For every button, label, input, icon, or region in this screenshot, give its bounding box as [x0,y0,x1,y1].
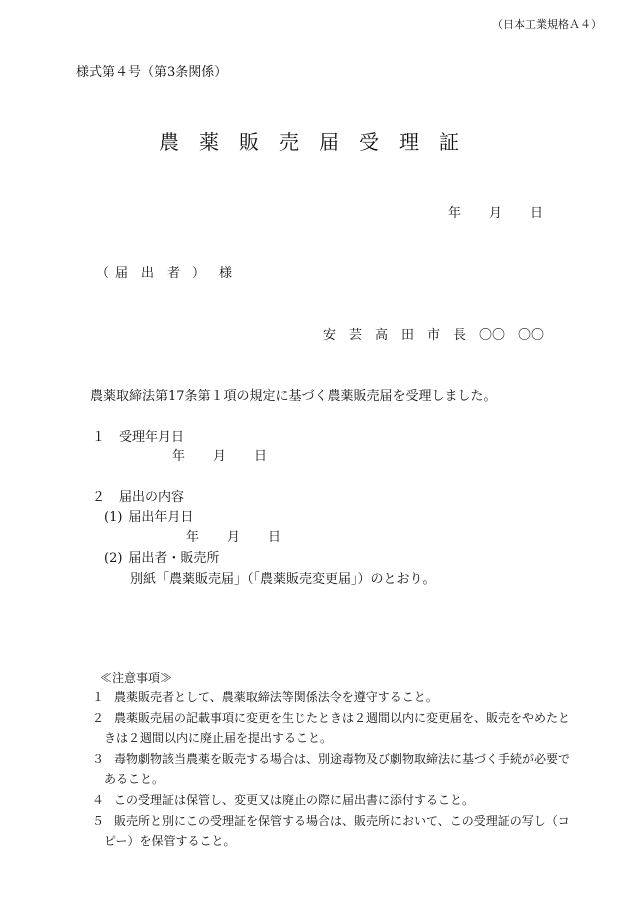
note-item [92,687,592,707]
year-label: 年 [172,449,186,464]
day-label: 日 [268,530,282,545]
section-label: 届出の内容 [119,490,185,505]
note-text: 毒物劇物該当農薬を販売する場合は、別途毒物及び劇物取締法に基づく手続が必要で [114,752,571,766]
note-number: ５ [92,814,105,828]
note-text-continued: きは２週間以内に廃止届を提出すること。 [104,731,333,745]
note-text-continued: ピー）を保管すること。 [104,834,236,848]
issue-date-line [448,202,543,221]
month-label: 月 [227,530,241,545]
month-label: 月 [213,449,227,464]
section-2-heading [92,486,184,505]
subsection-number: (1) [104,510,123,525]
note-item [92,749,592,789]
addressee-close-paren: ） [192,266,206,281]
notes-heading: ≪注意事項≫ [100,671,173,685]
year-label: 年 [448,206,462,221]
note-number: ２ [92,711,105,725]
note-item [92,811,592,851]
note-number: ４ [92,793,105,807]
note-item [92,790,592,810]
note-text: 農薬販売者として、農薬取締法等関係法令を遵守すること。 [114,690,438,704]
note-text: 農薬販売届の記載事項に変更を生じたときは２週間以内に変更届を、販売をやめたと [114,711,571,725]
addressee-open-paren: （ [96,266,110,281]
addressee-label: 届 出 者 [115,266,181,281]
month-label: 月 [489,206,503,221]
section-number: ２ [92,490,106,505]
section-1-heading [92,426,184,445]
year-label: 年 [186,530,200,545]
day-label: 日 [530,206,544,221]
section-2-1-heading [104,506,193,525]
section-label: 受理年月日 [119,430,185,445]
note-number: １ [92,690,105,704]
section-2-2-heading [104,547,219,566]
note-number: ３ [92,752,105,766]
section-number: １ [92,430,106,445]
form-number: 様式第４号（第3条関係） [76,65,228,80]
addressee-honorific: 様 [219,266,233,281]
day-label: 日 [254,449,268,464]
subsection-number: (2) [104,551,123,566]
addressee-line [96,262,232,281]
standard-note: （日本工業規格Ａ４） [492,18,602,31]
note-item [92,708,592,748]
section-2-1-date [186,526,281,545]
subsection-label: 届出年月日 [128,510,194,525]
note-text-continued: あること。 [104,772,165,786]
note-text: この受理証は保管し、変更又は廃止の際に届出書に添付すること。 [114,793,475,807]
section-1-date [172,445,267,464]
section-2-2-note: 別紙「農薬販売届」（「農薬販売変更届」）のとおり。 [130,572,436,587]
body-text: 農薬取締法第17条第１項の規定に基づく農薬販売届を受理しました。 [90,389,497,404]
subsection-label: 届出者・販売所 [128,551,220,566]
document-title: 農薬販売届受理証 [159,130,479,154]
issuer-name: 安 芸 高 田 市 長 〇〇 〇〇 [323,328,545,343]
note-text: 販売所と別にこの受理証を保管する場合は、販売所において、この受理証の写し（コ [114,814,570,828]
